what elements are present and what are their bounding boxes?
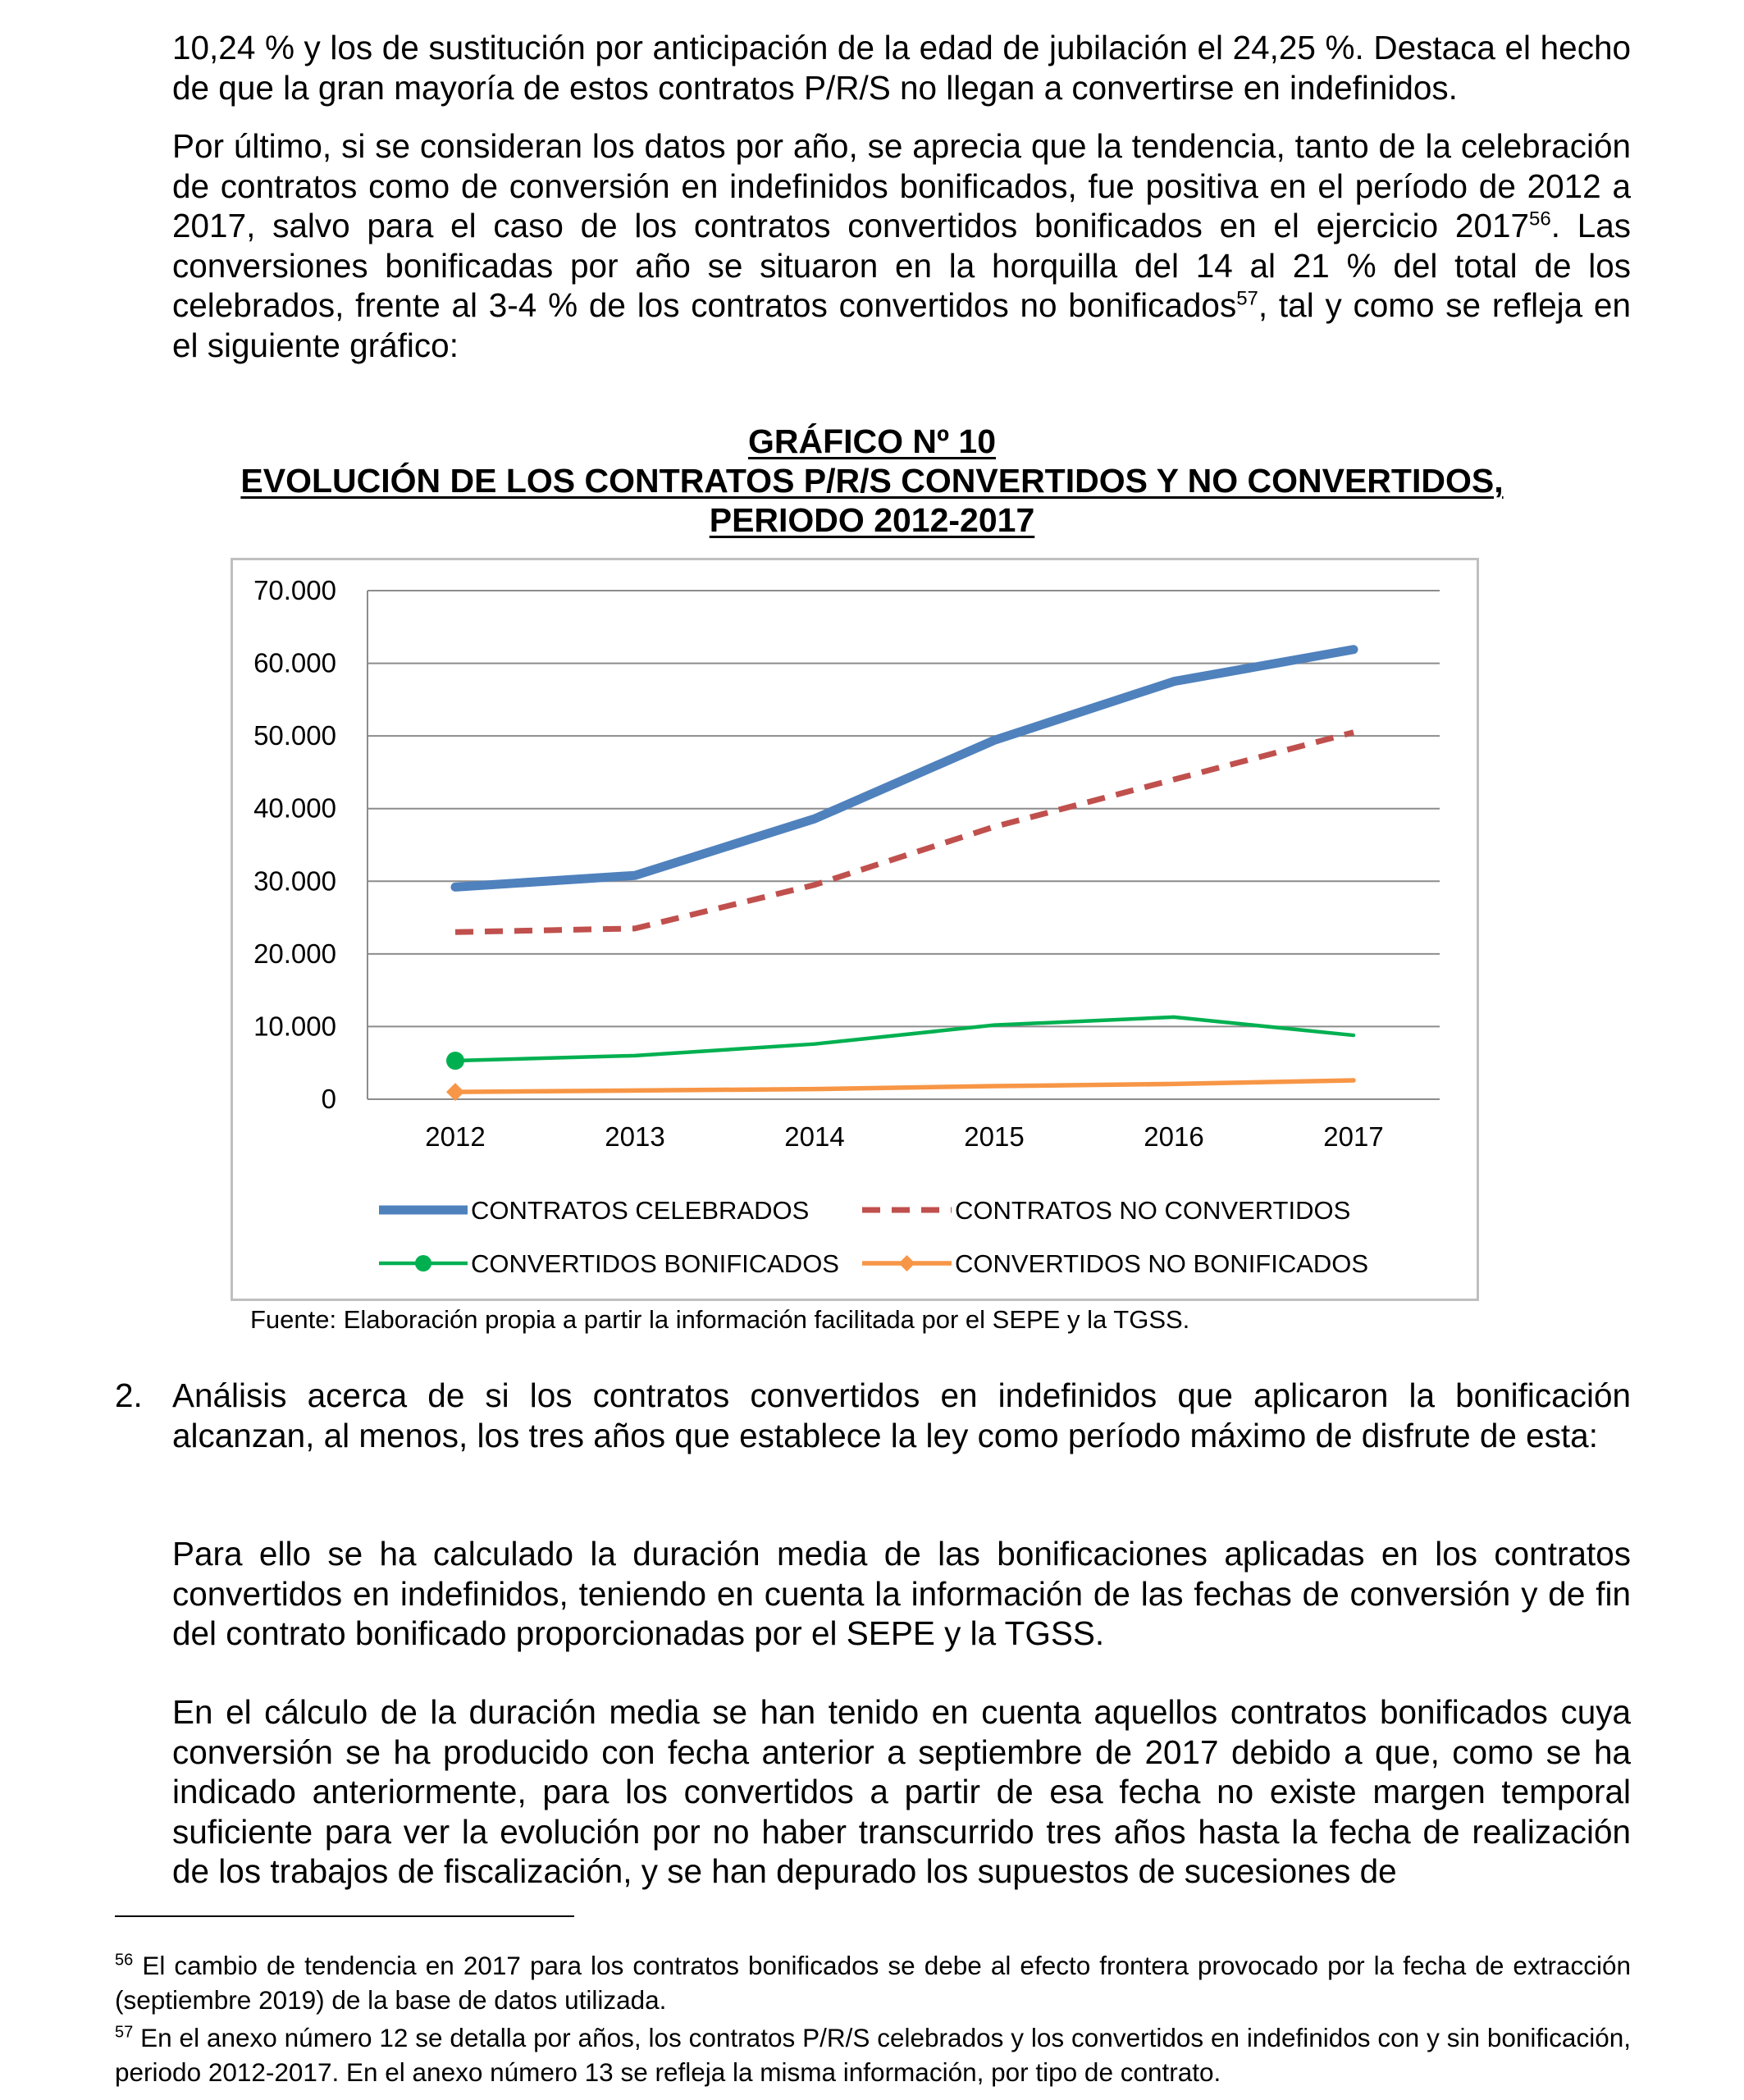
footnote-56: [115, 1948, 1631, 2017]
footnote-number: 57: [115, 2023, 134, 2042]
paragraph-analysis: Análisis acerca de si los contratos convertidos en indefinidos que aplicaron la bonificación alcanzan, al menos, los tres años que establece la ley como período máximo de disfrute de esta:: [172, 1376, 1631, 1454]
x-tick-label: 2012: [425, 1121, 486, 1152]
legend-label: CONTRATOS CELEBRADOS: [471, 1196, 810, 1225]
footnote-text: El cambio de tendencia en 2017 para los contratos bonificados se debe al efecto frontera provocado por la fecha de extracción (septiembre 2019) de la base de datos utilizada.: [115, 1951, 1631, 2015]
series-line-3: [455, 1017, 1354, 1061]
series-marker-diamond: [446, 1083, 464, 1101]
footnote-text: En el anexo número 12 se detalla por años, los contratos P/R/S celebrados y los convertidos en indefinidos con y sin bonificación, periodo 2012-2017. En el anexo número 13 se refleja la misma información, por tipo de contrato.: [115, 2023, 1631, 2087]
legend-label: CONVERTIDOS NO BONIFICADOS: [955, 1249, 1369, 1278]
legend-label: CONVERTIDOS BONIFICADOS: [471, 1249, 839, 1278]
x-tick-label: 2017: [1323, 1121, 1384, 1152]
paragraph-method: Para ello se ha calculado la duración media de las bonificaciones aplicadas en los contratos convertidos en indefinidos, teniendo en cuenta la información de las fechas de conversión y de fin del contrato bonificado proporcionadas por el SEPE y la TGSS.: [172, 1535, 1631, 1652]
legend-swatch-circle: [415, 1255, 431, 1271]
x-tick-label: 2013: [605, 1121, 665, 1152]
x-tick-label: 2014: [784, 1121, 845, 1152]
y-tick-label: 50.000: [253, 720, 336, 751]
y-tick-label: 70.000: [253, 575, 336, 605]
chart-heading-line3: PERIODO 2012-2017: [709, 501, 1035, 539]
footnote-ref-57[interactable]: 57: [1236, 287, 1258, 310]
footnote-number: 56: [115, 1951, 134, 1970]
chart-heading-line2: EVOLUCIÓN DE LOS CONTRATOS P/R/S CONVERTIDOS Y NO CONVERTIDOS,: [240, 462, 1504, 500]
paragraph-trend-text-b: . Las conversiones bonificadas por año se situaron en la horquilla del 14 al 21 % del total de los celebrados, frente al 3-4 % de los contratos convertidos no bonificados: [172, 207, 1631, 324]
series-line-2: [455, 733, 1354, 933]
y-tick-label: 40.000: [253, 792, 336, 824]
paragraph-trend-text-a: Por último, si se consideran los datos por año, se aprecia que la tendencia, tanto de la celebración de contratos como de conversión en indefinidos bonificados, fue positiva en el período de 2012 a 2017, salvo para el caso de los contratos convertidos bonificados en el ejercicio 2017: [172, 127, 1631, 244]
footnote-57: [115, 2020, 1631, 2089]
y-tick-label: 10.000: [253, 1011, 336, 1042]
series-line-4: [455, 1080, 1354, 1092]
legend-swatch-diamond: [899, 1255, 915, 1271]
y-tick-label: 0: [321, 1084, 336, 1114]
legend-label: CONTRATOS NO CONVERTIDOS: [955, 1196, 1351, 1225]
series-marker-circle: [446, 1052, 464, 1070]
footnote-ref-56[interactable]: 56: [1529, 208, 1551, 231]
footnote-separator: [115, 1915, 574, 1917]
x-tick-label: 2016: [1144, 1121, 1204, 1152]
y-tick-label: 20.000: [253, 938, 336, 969]
x-tick-label: 2015: [964, 1121, 1025, 1152]
list-number: 2.: [115, 1376, 143, 1414]
chart-source-note: Fuente: Elaboración propia a partir la información facilitada por el SEPE y la TGSS.: [250, 1305, 1190, 1334]
y-tick-label: 60.000: [253, 647, 336, 678]
chart-heading-line1: GRÁFICO Nº 10: [747, 422, 996, 460]
paragraph-intro-text: 10,24 % y los de sustitución por anticipación de la edad de jubilación el 24,25 %. Destaca el hecho de que la gran mayoría de estos contratos P/R/S no llegan a convertirse en indefinidos.: [172, 29, 1631, 107]
paragraph-calculation: En el cálculo de la duración media se han tenido en cuenta aquellos contratos bonificados cuya conversión se ha producido con fecha anterior a septiembre de 2017 debido a que, como se ha indicado anteriormente, para los convertidos a partir de esa fecha no existe margen temporal suficiente para ver la evolución por no haber transcurrido tres años hasta la fecha de realización de los trabajos de fiscalización, y se han depurado los supuestos de sucesiones de: [172, 1693, 1631, 1890]
paragraph-trend-text-c: , tal y como se refleja en el siguiente gráfico:: [172, 286, 1631, 364]
y-tick-label: 30.000: [253, 865, 336, 897]
